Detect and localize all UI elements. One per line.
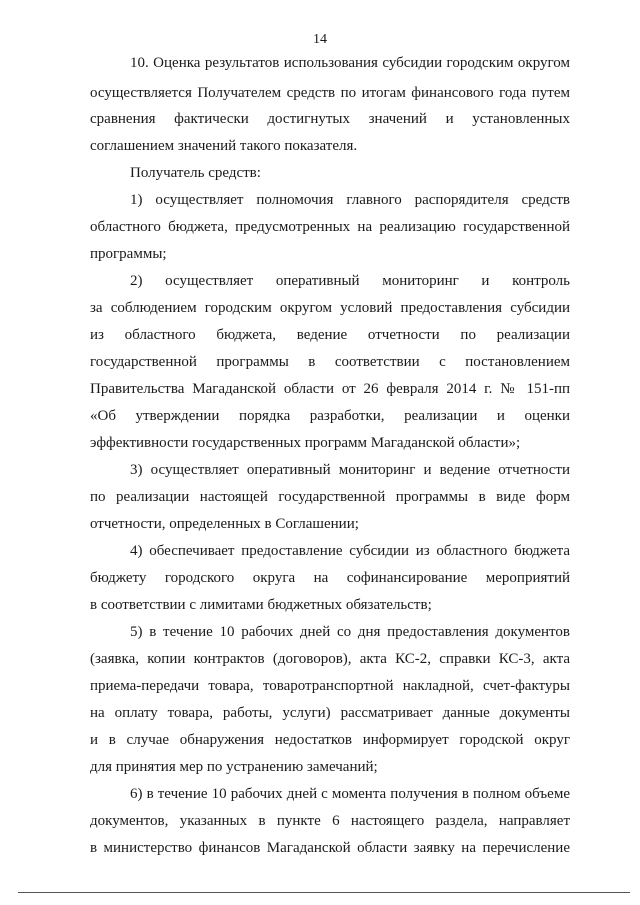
text-line: программы;: [90, 246, 167, 262]
text-line: Правительства Магаданской области от 26 февраля 2014 г. № 151-пп: [90, 381, 570, 397]
text-line: 1) осуществляет полномочия главного распорядителя средств: [130, 192, 570, 208]
text-line: областного бюджета, предусмотренных на реализацию государственной: [90, 219, 570, 235]
text-line: эффективности государственных программ Магаданской области»;: [90, 435, 521, 451]
text-line: на оплату товара, работы, услуги) рассматривает данные документы: [90, 705, 570, 721]
text-line: из областного бюджета, ведение отчетности по реализации: [90, 327, 570, 343]
text-line: в министерство финансов Магаданской области заявку на перечисление: [90, 840, 570, 856]
text-line: 2) осуществляет оперативный мониторинг и контроль: [130, 273, 570, 289]
text-line: приема-передачи товара, товаротранспортной накладной, счет-фактуры: [90, 678, 570, 694]
text-line: «Об утверждении порядка разработки, реализации и оценки: [90, 408, 570, 424]
text-line: по реализации настоящей государственной программы в виде форм: [90, 489, 570, 505]
text-line: 10. Оценка результатов использования субсидии городским округом: [130, 55, 570, 71]
text-line: Получатель средств:: [130, 165, 261, 181]
text-line: сравнения фактически достигнутых значений и установленных: [90, 111, 570, 127]
text-line: и в случае обнаружения недостатков информирует городской округ: [90, 732, 570, 748]
text-line: отчетности, определенных в Соглашении;: [90, 516, 359, 532]
text-line: документов, указанных в пункте 6 настоящего раздела, направляет: [90, 813, 570, 829]
text-line: для принятия мер по устранению замечаний;: [90, 759, 378, 775]
text-line: соглашением значений такого показателя.: [90, 138, 358, 154]
text-line: осуществляется Получателем средств по итогам финансового года путем: [90, 85, 570, 101]
text-line: (заявка, копии контрактов (договоров), акта КС-2, справки КС-3, акта: [90, 651, 570, 667]
text-line: 5) в течение 10 рабочих дней со дня предоставления документов: [130, 624, 570, 640]
text-line: за соблюдением городским округом условий предоставления субсидии: [90, 300, 570, 316]
text-line: 4) обеспечивает предоставление субсидии из областного бюджета: [130, 543, 570, 559]
text-line: государственной программы в соответствии с постановлением: [90, 354, 570, 370]
page-number: 14: [313, 32, 327, 47]
text-line: 6) в течение 10 рабочих дней с момента получения в полном объеме: [130, 786, 570, 802]
text-line: 3) осуществляет оперативный мониторинг и ведение отчетности: [130, 462, 570, 478]
text-line: бюджету городского округа на софинансирование мероприятий: [90, 570, 570, 586]
bottom-divider: [18, 892, 630, 893]
text-line: в соответствии с лимитами бюджетных обязательств;: [90, 597, 432, 613]
